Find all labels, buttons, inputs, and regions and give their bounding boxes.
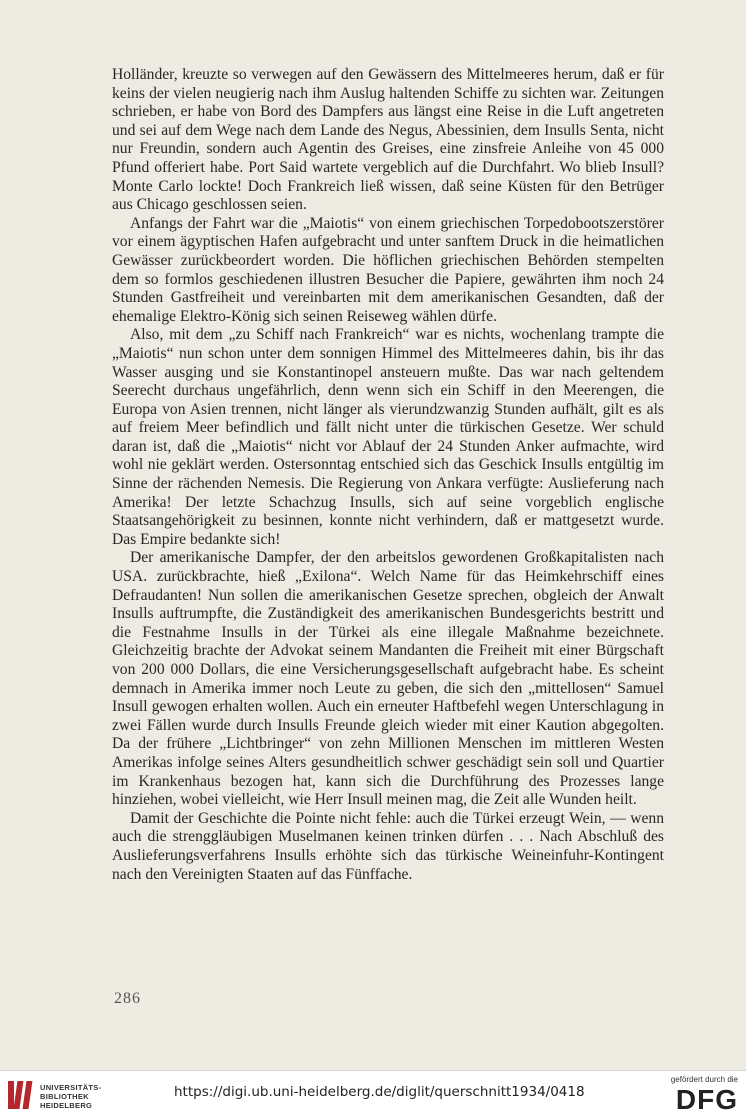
- permalink-url[interactable]: https://digi.ub.uni-heidelberg.de/diglit/querschnitt1934/0418: [174, 1084, 585, 1100]
- paragraph-3: Also, mit dem „zu Schiff nach Frankreich“ war es nichts, wochenlang trampte die „Maiotis“ nun schon unter dem sonnigen Himmel des Mittelmeeres dahin, bis ihr das Wasser ausging und sie Konstantinopel ansteuern mußte. Das war nach geltendem Seerecht durchaus ungefährlich, denn wenn sich ein Schiff in den Meerengen, die Europa von Asien trennen, nicht länger als vierundzwanzig Stunden aufhält, gilt es als auf freiem Meer befindlich und fällt nicht unter die türkischen Gesetze. Wer schuld daran ist, daß die „Maiotis“ nicht vor Ablauf der 24 Stunden Anker aufmachte, wird wohl nie geklärt werden. Ostersonntag entschied sich das Geschick Insulls entgültig im Sinne der rächenden Nemesis. Die Regierung von Ankara verfügte: Auslieferung nach Amerika! Der letzte Schachzug Insulls, sich auf seine vorgeblich englische Staatsangehörigkeit zu besinnen, konnte nicht verhindern, daß er mattgesetzt wurde. Das Empire bedankte sich!: [112, 326, 664, 548]
- paragraph-1: Holländer, kreuzte so verwegen auf den Gewässern des Mittelmeeres herum, daß er für keins der vielen neugierig nach ihm Auslug haltenden Schiffe zu sichten war. Zeitungen schrieben, er habe von Bord des Dampfers aus längst eine Reise in die Luft angetreten und sei auf dem Wege nach dem Lande des Negus, Abessinien, dem Insulls Senta, nicht nur Freundin, sondern auch Agentin des Greises, eine zinsfreie Anleihe von 45 000 Pfund offeriert habe. Port Said wartete vergeblich auf die Durchfahrt. Wo blieb Insull? Monte Carlo lockte! Doch Frankreich ließ wissen, daß seine Küsten für den Betrüger aus Chicago geschlossen seien.: [112, 66, 664, 214]
- body-text: [112, 66, 664, 884]
- dfg-logo[interactable]: DFG: [675, 1084, 738, 1115]
- viewer-footer: [0, 1070, 746, 1120]
- page-number: 286: [114, 990, 141, 1007]
- paragraph-4: Der amerikanische Dampfer, der den arbeitslos gewordenen Großkapitalisten nach USA. zurückbrachte, hieß „Exilona“. Welch Name für das Heimkehrschiff eines Defraudanten! Nun sollen die amerikanischen Gesetze sprechen, obgleich der Anwalt Insulls auftrumpfte, die Zuständigkeit des amerikanischen Bundesgerichts bestritt und die Festnahme Insulls in der Türkei als eine illegale Maßnahme bezeichnete. Gleichzeitig brachte der Advokat seinem Mandanten die Freiheit mit einer Bürgschaft von 200 000 Dollars, die eine Versicherungsgesellschaft aufgebracht habe. Es scheint demnach in Amerika immer noch Leute zu geben, die sich den „mittellosen“ Samuel Insull gewogen erhalten wollen. Auch ein erneuter Haftbefehl wegen Unterschlagung in zwei Fällen wurde durch Insulls Freunde gleich wieder mit einer Kaution abgegolten. Da der frühere „Lichtbringer“ von zehn Millionen Menschen im mittleren Westen Amerikas infolge seines Alters gesundheitlich schwer geschädigt sein soll und Quartier im Krankenhaus bezogen hat, kann sich die Durchführung des Prozesses lange hinziehen, wobei vielleicht, wie Herr Insull meinen mag, die Zeit alle Wunden heilt.: [112, 549, 664, 809]
- funding-caption: gefördert durch die: [670, 1075, 738, 1084]
- university-library-logo-icon[interactable]: [6, 1077, 36, 1113]
- library-name: UNIVERSITÄTS- BIBLIOTHEK HEIDELBERG: [40, 1083, 102, 1110]
- paragraph-2: Anfangs der Fahrt war die „Maiotis“ von einem griechischen Torpedobootszerstörer vor einem ägyptischen Hafen aufgebracht und unter sanftem Druck in die heimatlichen Gewässer zurückbeordert worden. Die höflichen griechischen Behörden stempelten dem so formlos geschiedenen illustren Besucher die Papiere, gewährten ihm noch 24 Stunden Gastfreiheit und vereinbarten mit dem amerikanischen Gesandten, daß der ehemalige Elektro-König sich seinen Reiseweg wählen dürfe.: [112, 214, 664, 325]
- paragraph-5: Damit der Geschichte die Pointe nicht fehle: auch die Türkei erzeugt Wein, — wenn auch die strenggläubigen Muselmanen keinen trinken dürfen . . . Nach Abschluß des Auslieferungsverfahrens Insulls erhöhte sich das türkische Weineinfuhr-Kontingent nach den Vereinigten Staaten auf das Fünffache.: [112, 809, 664, 883]
